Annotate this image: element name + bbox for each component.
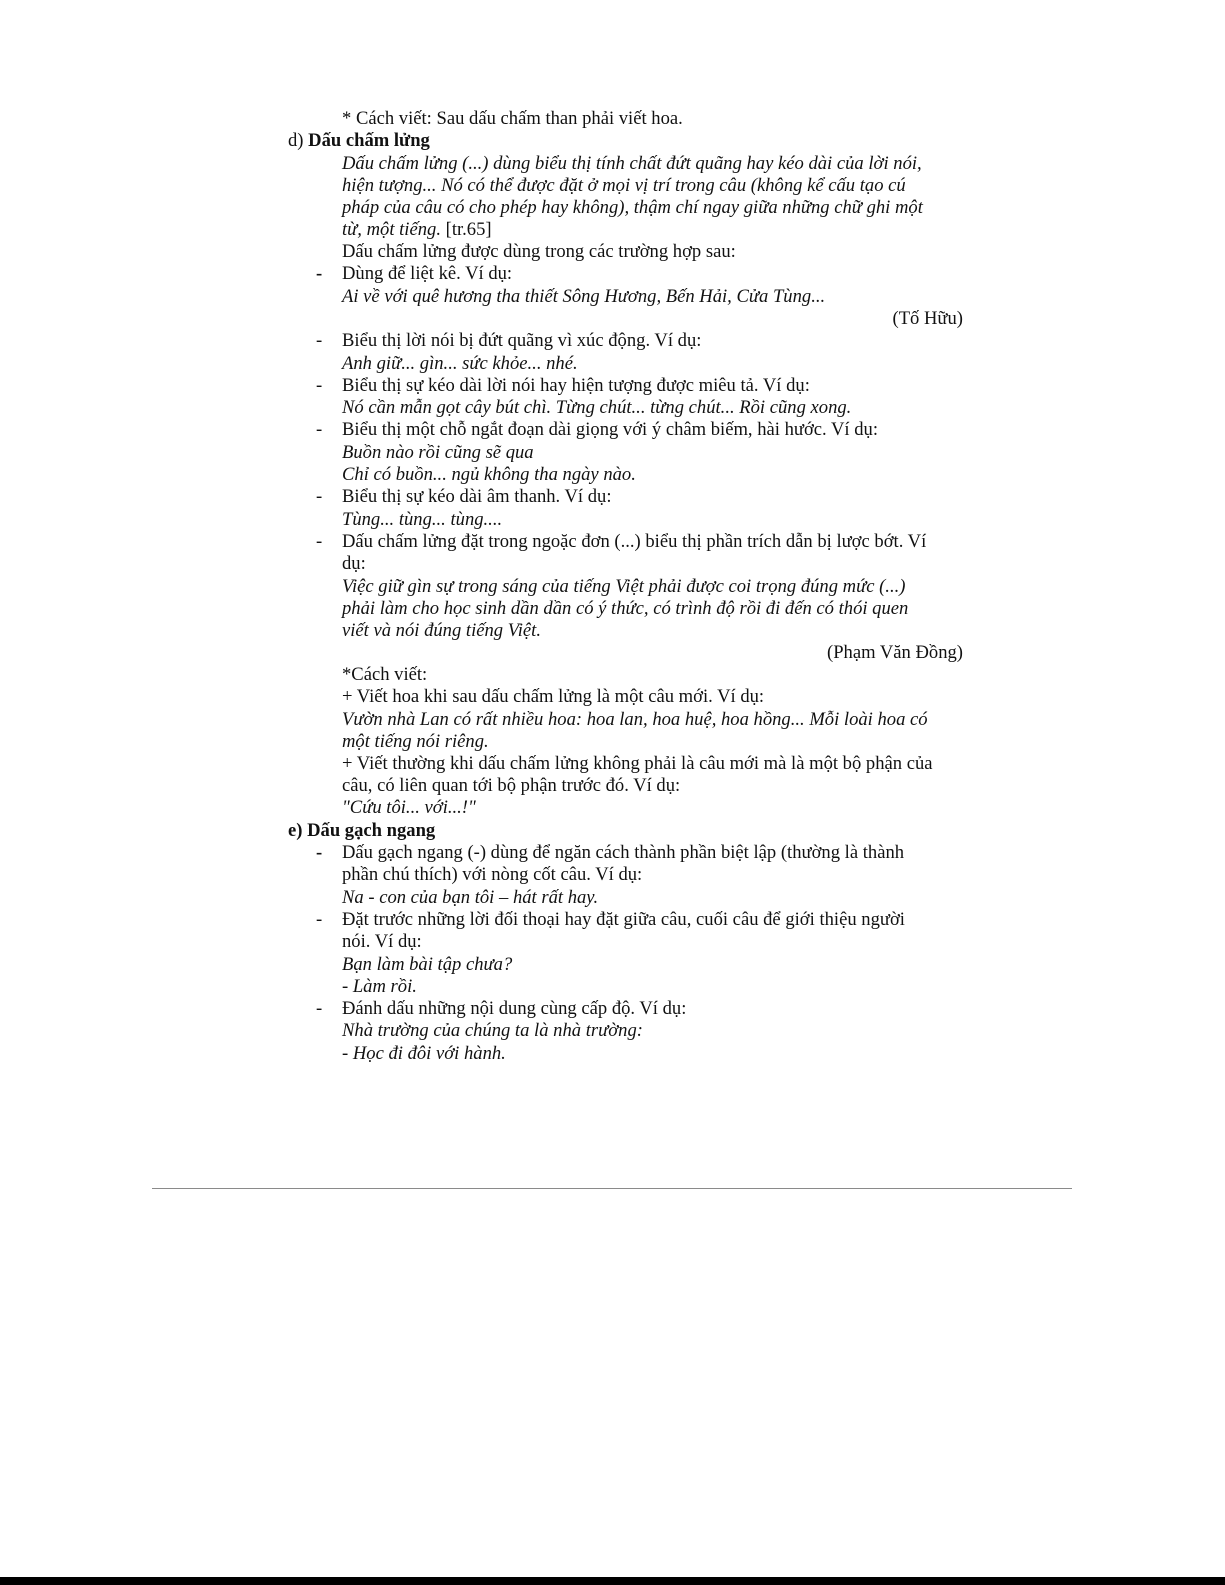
citation: [tr.65] bbox=[440, 219, 492, 240]
example-line: Vườn nhà Lan có rất nhiều hoa: hoa lan, hoa huệ, hoa hồng... Mỗi loài hoa có bbox=[342, 709, 928, 730]
bullet-text: Dấu gạch ngang (-) dùng để ngăn cách thành phần biệt lập (thường là thành bbox=[342, 842, 905, 863]
quote-line: Dấu chấm lửng (...) dùng biểu thị tính chất đứt quãng hay kéo dài của lời nói, bbox=[342, 153, 922, 174]
text-line: * Cách viết: Sau dấu chấm than phải viết hoa. bbox=[342, 108, 683, 129]
example-line: Buồn nào rồi cũng sẽ qua bbox=[342, 442, 534, 463]
example-line: Anh giữ... gìn... sức khỏe... nhé. bbox=[342, 353, 578, 374]
example-line: Nó cần mẫn gọt cây bút chì. Từng chút... từng chút... Rồi cũng xong. bbox=[342, 397, 852, 418]
bullet-dash: - bbox=[316, 419, 323, 440]
bullet-text: Đặt trước những lời đối thoại hay đặt giữa câu, cuối câu để giới thiệu người bbox=[342, 909, 905, 930]
bullet-text: Đánh dấu những nội dung cùng cấp độ. Ví dụ: bbox=[342, 998, 687, 1019]
example-line: "Cứu tôi... với...!" bbox=[342, 797, 476, 818]
bullet-dash: - bbox=[316, 330, 323, 351]
example-line: Việc giữ gìn sự trong sáng của tiếng Việt phải được coi trọng đúng mức (...) bbox=[342, 576, 906, 597]
text-line: + Viết thường khi dấu chấm lửng không phải là câu mới mà là một bộ phận của bbox=[342, 753, 933, 774]
section-label: d) bbox=[288, 130, 309, 151]
example-line: Nhà trường của chúng ta là nhà trường: bbox=[342, 1020, 643, 1041]
example-line: Tùng... tùng... tùng.... bbox=[342, 509, 503, 530]
bullet-text: nói. Ví dụ: bbox=[342, 931, 422, 952]
text-line: Dấu chấm lửng được dùng trong các trường hợp sau: bbox=[342, 241, 736, 262]
quote-text: từ, một tiếng. bbox=[342, 219, 441, 240]
example-line: một tiếng nói riêng. bbox=[342, 731, 489, 752]
bullet-dash: - bbox=[316, 486, 323, 507]
quote-line: pháp của câu có cho phép hay không), thậm chí ngay giữa những chữ ghi một bbox=[342, 197, 923, 218]
example-line: phải làm cho học sinh dần dần có ý thức, có trình độ rồi đi đến có thói quen bbox=[342, 598, 909, 619]
example-line: - Học đi đôi với hành. bbox=[342, 1043, 506, 1064]
bullet-dash: - bbox=[316, 998, 323, 1019]
bullet-text: phần chú thích) với nòng cốt câu. Ví dụ: bbox=[342, 864, 643, 885]
text-line: + Viết hoa khi sau dấu chấm lửng là một câu mới. Ví dụ: bbox=[342, 686, 765, 707]
example-line: - Làm rồi. bbox=[342, 976, 417, 997]
section-title: Dấu chấm lửng bbox=[308, 130, 430, 151]
page-separator bbox=[152, 1188, 1072, 1189]
author-attribution: (Tố Hữu) bbox=[892, 308, 963, 329]
bullet-dash: - bbox=[316, 909, 323, 930]
example-line: Chỉ có buồn... ngủ không tha ngày nào. bbox=[342, 464, 636, 485]
quote-line bbox=[342, 219, 492, 241]
bullet-text: Dấu chấm lửng đặt trong ngoặc đơn (...) biểu thị phần trích dẫn bị lược bớt. Ví bbox=[342, 531, 927, 552]
bullet-text: dụ: bbox=[342, 553, 366, 574]
quote-line: hiện tượng... Nó có thể được đặt ở mọi vị trí trong câu (không kể cấu tạo cú bbox=[342, 175, 906, 196]
example-line: Na - con của bạn tôi – hát rất hay. bbox=[342, 887, 599, 908]
bullet-dash: - bbox=[316, 842, 323, 863]
bullet-text: Biểu thị sự kéo dài âm thanh. Ví dụ: bbox=[342, 486, 612, 507]
text-line: *Cách viết: bbox=[342, 664, 428, 685]
bullet-dash: - bbox=[316, 375, 323, 396]
section-heading-d bbox=[288, 130, 430, 152]
bullet-dash: - bbox=[316, 531, 323, 552]
text-line: câu, có liên quan tới bộ phận trước đó. Ví dụ: bbox=[342, 775, 681, 796]
bullet-text: Biểu thị một chỗ ngắt đoạn dài giọng với ý châm biếm, hài hước. Ví dụ: bbox=[342, 419, 878, 440]
section-heading-e: e) Dấu gạch ngang bbox=[288, 820, 436, 841]
example-line: viết và nói đúng tiếng Việt. bbox=[342, 620, 541, 641]
bullet-text: Dùng để liệt kê. Ví dụ: bbox=[342, 263, 513, 284]
bullet-dash: - bbox=[316, 263, 323, 284]
bottom-edge-bar bbox=[0, 1577, 1225, 1585]
example-line: Ai về với quê hương tha thiết Sông Hương, Bến Hải, Cửa Tùng... bbox=[342, 286, 826, 307]
author-attribution: (Phạm Văn Đồng) bbox=[827, 642, 963, 663]
bullet-text: Biểu thị sự kéo dài lời nói hay hiện tượng được miêu tả. Ví dụ: bbox=[342, 375, 810, 396]
bullet-text: Biểu thị lời nói bị đứt quãng vì xúc động. Ví dụ: bbox=[342, 330, 702, 351]
example-line: Bạn làm bài tập chưa? bbox=[342, 954, 513, 975]
